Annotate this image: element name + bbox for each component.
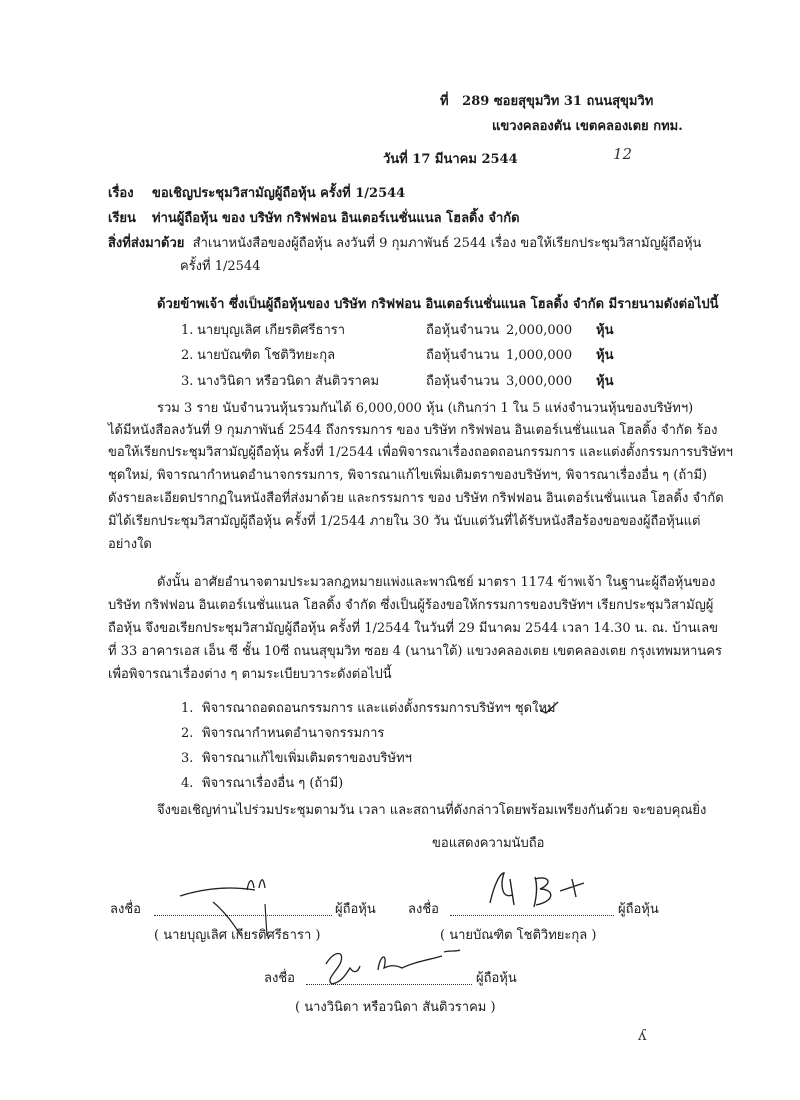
signature-label: ลงชื่อ	[264, 971, 295, 986]
paragraph-line: ที่ 33 อาคารเอส เอ็น ซี ชั้น 10ซี ถนนสุขุมวิท ซอย 4 (นานาใต้) แขวงคลองเตย เขตคลองเตย กรุงเทพมหานคร	[108, 644, 722, 659]
shareholder-num: 2.	[181, 348, 194, 363]
shareholder-unit: หุ้น	[596, 323, 614, 338]
paragraph-line: บริษัท กริฟฟอน อินเตอร์เนชั่นแนล โฮลดิ้ง จำกัด ซึ่งเป็นผู้ร้องขอให้กรรมการของบริษัทฯ เรียกประชุมวิสามัญผู้	[108, 598, 714, 613]
agenda-item: พิจารณากำหนดอำนาจกรรมการ	[202, 726, 385, 741]
handwritten-signature-3	[318, 944, 468, 990]
agenda-item: พิจารณาถอดถอนกรรมการ และแต่งตั้งกรรมการบริษัทฯ ชุดใหม่	[202, 701, 556, 716]
shareholder-num: 1.	[181, 323, 194, 338]
signature-role: ผู้ถือหุ้น	[335, 902, 376, 917]
intro-paragraph: ด้วยข้าพเจ้า ซึ่งเป็นผู้ถือหุ้นของ บริษัท กริฟฟอน อินเตอร์เนชั่นแนล โฮลดิ้ง จำกัด มีรายนามดังต่อไปนี้	[157, 297, 719, 312]
address-line-1	[440, 94, 653, 110]
shareholder-holding: ถือหุ้นจำนวน	[426, 374, 500, 389]
signature-label: ลงชื่อ	[408, 902, 439, 917]
paragraph-line: ขอให้เรียกประชุมวิสามัญผู้ถือหุ้น ครั้งที่ 1/2544 เพื่อพิจารณาเรื่องถอดถอนกรรมการ และแต่งตั้งกรรมการบริษัทฯ	[108, 445, 733, 460]
shareholder-unit: หุ้น	[596, 348, 614, 363]
handwritten-signature-1	[175, 870, 295, 940]
agenda-item: พิจารณาแก้ไขเพิ่มเติมตราของบริษัทฯ	[202, 751, 412, 766]
paragraph-line: ชุดใหม่, พิจารณากำหนดอำนาจกรรมการ, พิจารณาแก้ไขเพิ่มเติมตราของบริษัทฯ, พิจารณาเรื่องอื่น ๆ (ถ้ามี)	[108, 468, 708, 483]
shareholder-holding: ถือหุ้นจำนวน	[426, 348, 500, 363]
shareholder-num: 3.	[181, 374, 194, 389]
shareholder-name: นายบุญเลิศ เกียรติศรีธารา	[197, 323, 346, 338]
agenda-num: 1.	[181, 701, 194, 716]
signatory-name: ( นายบัณฑิต โชติวิทยะกุล )	[440, 928, 597, 943]
signature-role: ผู้ถือหุ้น	[476, 971, 517, 986]
paragraph-line: ดังรายละเอียดปรากฏในหนังสือที่ส่งมาด้วย และกรรมการ ของ บริษัท กริฟฟอน อินเตอร์เนชั่นแนล โฮลดิ้ง จำกัด	[108, 491, 724, 506]
enclosure-line	[108, 236, 701, 252]
agenda-num: 4.	[181, 776, 194, 791]
recipient-line	[108, 211, 520, 227]
shareholder-name: นายบัณฑิต โชติวิทยะกุล	[197, 348, 336, 363]
paragraph-line: เพื่อพิจารณาเรื่องต่าง ๆ ตามระเบียบวาระดังต่อไปนี้	[108, 667, 392, 682]
shareholder-qty: 2,000,000	[506, 323, 573, 338]
signature-label: ลงชื่อ	[110, 902, 141, 917]
letter-date: วันที่ 17 มีนาคม 2544	[383, 152, 518, 167]
handwritten-signature-2	[480, 865, 610, 915]
margin-note: 12	[613, 145, 633, 163]
address-text-1: 289 ซอยสุขุมวิท 31 ถนนสุขุมวิท	[462, 94, 654, 109]
recipient-label: เรียน	[108, 211, 136, 226]
paragraph-line: ถือหุ้น จึงขอเรียกประชุมวิสามัญผู้ถือหุ้น ครั้งที่ 1/2544 ในวันที่ 29 มีนาคม 2544 เวลา 14.30 น. ณ. บ้านเลข	[108, 621, 718, 636]
paragraph-line: ดังนั้น อาศัยอำนาจตามประมวลกฎหมายแพ่งและพาณิชย์ มาตรา 1174 ข้าพเจ้า ในฐานะผู้ถือหุ้นของ	[157, 575, 716, 590]
shareholder-qty: 1,000,000	[506, 348, 573, 363]
signatory-name: ( นายบุญเลิศ เกียรติศรีธารา )	[154, 928, 321, 943]
paragraph-line: ได้มีหนังสือลงวันที่ 9 กุมภาพันธ์ 2544 ถึงกรรมการ ของ บริษัท กริฟฟอน อินเตอร์เนชั่นแนล โฮลดิ้ง จำกัด ร้อง	[108, 423, 718, 438]
shareholder-qty: 3,000,000	[506, 374, 573, 389]
address-line-2: แขวงคลองตัน เขตคลองเตย กทม.	[492, 119, 683, 134]
handwritten-tick-mark	[538, 700, 560, 716]
enclosure-label: สิ่งที่ส่งมาด้วย	[108, 236, 185, 251]
corner-mark: ʎ	[638, 1026, 647, 1044]
shareholder-holding: ถือหุ้นจำนวน	[426, 323, 500, 338]
shareholder-name: นางวินิดา หรือวนิดา สันติวราคม	[197, 374, 380, 389]
paragraph-line: มิได้เรียกประชุมวิสามัญผู้ถือหุ้น ครั้งที่ 1/2544 ภายใน 30 วัน นับแต่วันที่ได้รับหนังสือร้องขอของผู้ถือหุ้นแต่	[108, 514, 701, 529]
shareholder-unit: หุ้น	[596, 374, 614, 389]
recipient-text: ท่านผู้ถือหุ้น ของ บริษัท กริฟฟอน อินเตอร์เนชั่นแนล โฮลดิ้ง จำกัด	[152, 211, 520, 226]
invitation-line: จึงขอเชิญท่านไปร่วมประชุมตามวัน เวลา และสถานที่ดังกล่าวโดยพร้อมเพรียงกันด้วย จะขอบคุณยิ่ง	[157, 803, 707, 818]
enclosure-line-2: ครั้งที่ 1/2544	[180, 259, 261, 274]
subject-text: ขอเชิญประชุมวิสามัญผู้ถือหุ้น ครั้งที่ 1/2544	[152, 186, 406, 201]
signature-role: ผู้ถือหุ้น	[618, 902, 659, 917]
subject-line	[108, 186, 405, 202]
agenda-num: 3.	[181, 751, 194, 766]
signature-line	[450, 915, 614, 916]
enclosure-text: สำเนาหนังสือของผู้ถือหุ้น ลงวันที่ 9 กุมภาพันธ์ 2544 เรื่อง ขอให้เรียกประชุมวิสามัญผู้ถือหุ้น	[192, 236, 702, 251]
paragraph-line: อย่างใด	[108, 537, 152, 552]
agenda-num: 2.	[181, 726, 194, 741]
subject-label: เรื่อง	[108, 186, 134, 201]
agenda-item: พิจารณาเรื่องอื่น ๆ (ถ้ามี)	[202, 776, 344, 791]
closing-phrase: ขอแสดงความนับถือ	[432, 836, 545, 851]
signatory-name: ( นางวินิดา หรือวนิดา สันติวราคม )	[295, 1000, 496, 1015]
address-label: ที่	[440, 94, 449, 109]
paragraph-line: รวม 3 ราย นับจำนวนหุ้นรวมกันได้ 6,000,000 หุ้น (เกินกว่า 1 ใน 5 แห่งจำนวนหุ้นของบริษัทฯ)	[157, 401, 694, 416]
